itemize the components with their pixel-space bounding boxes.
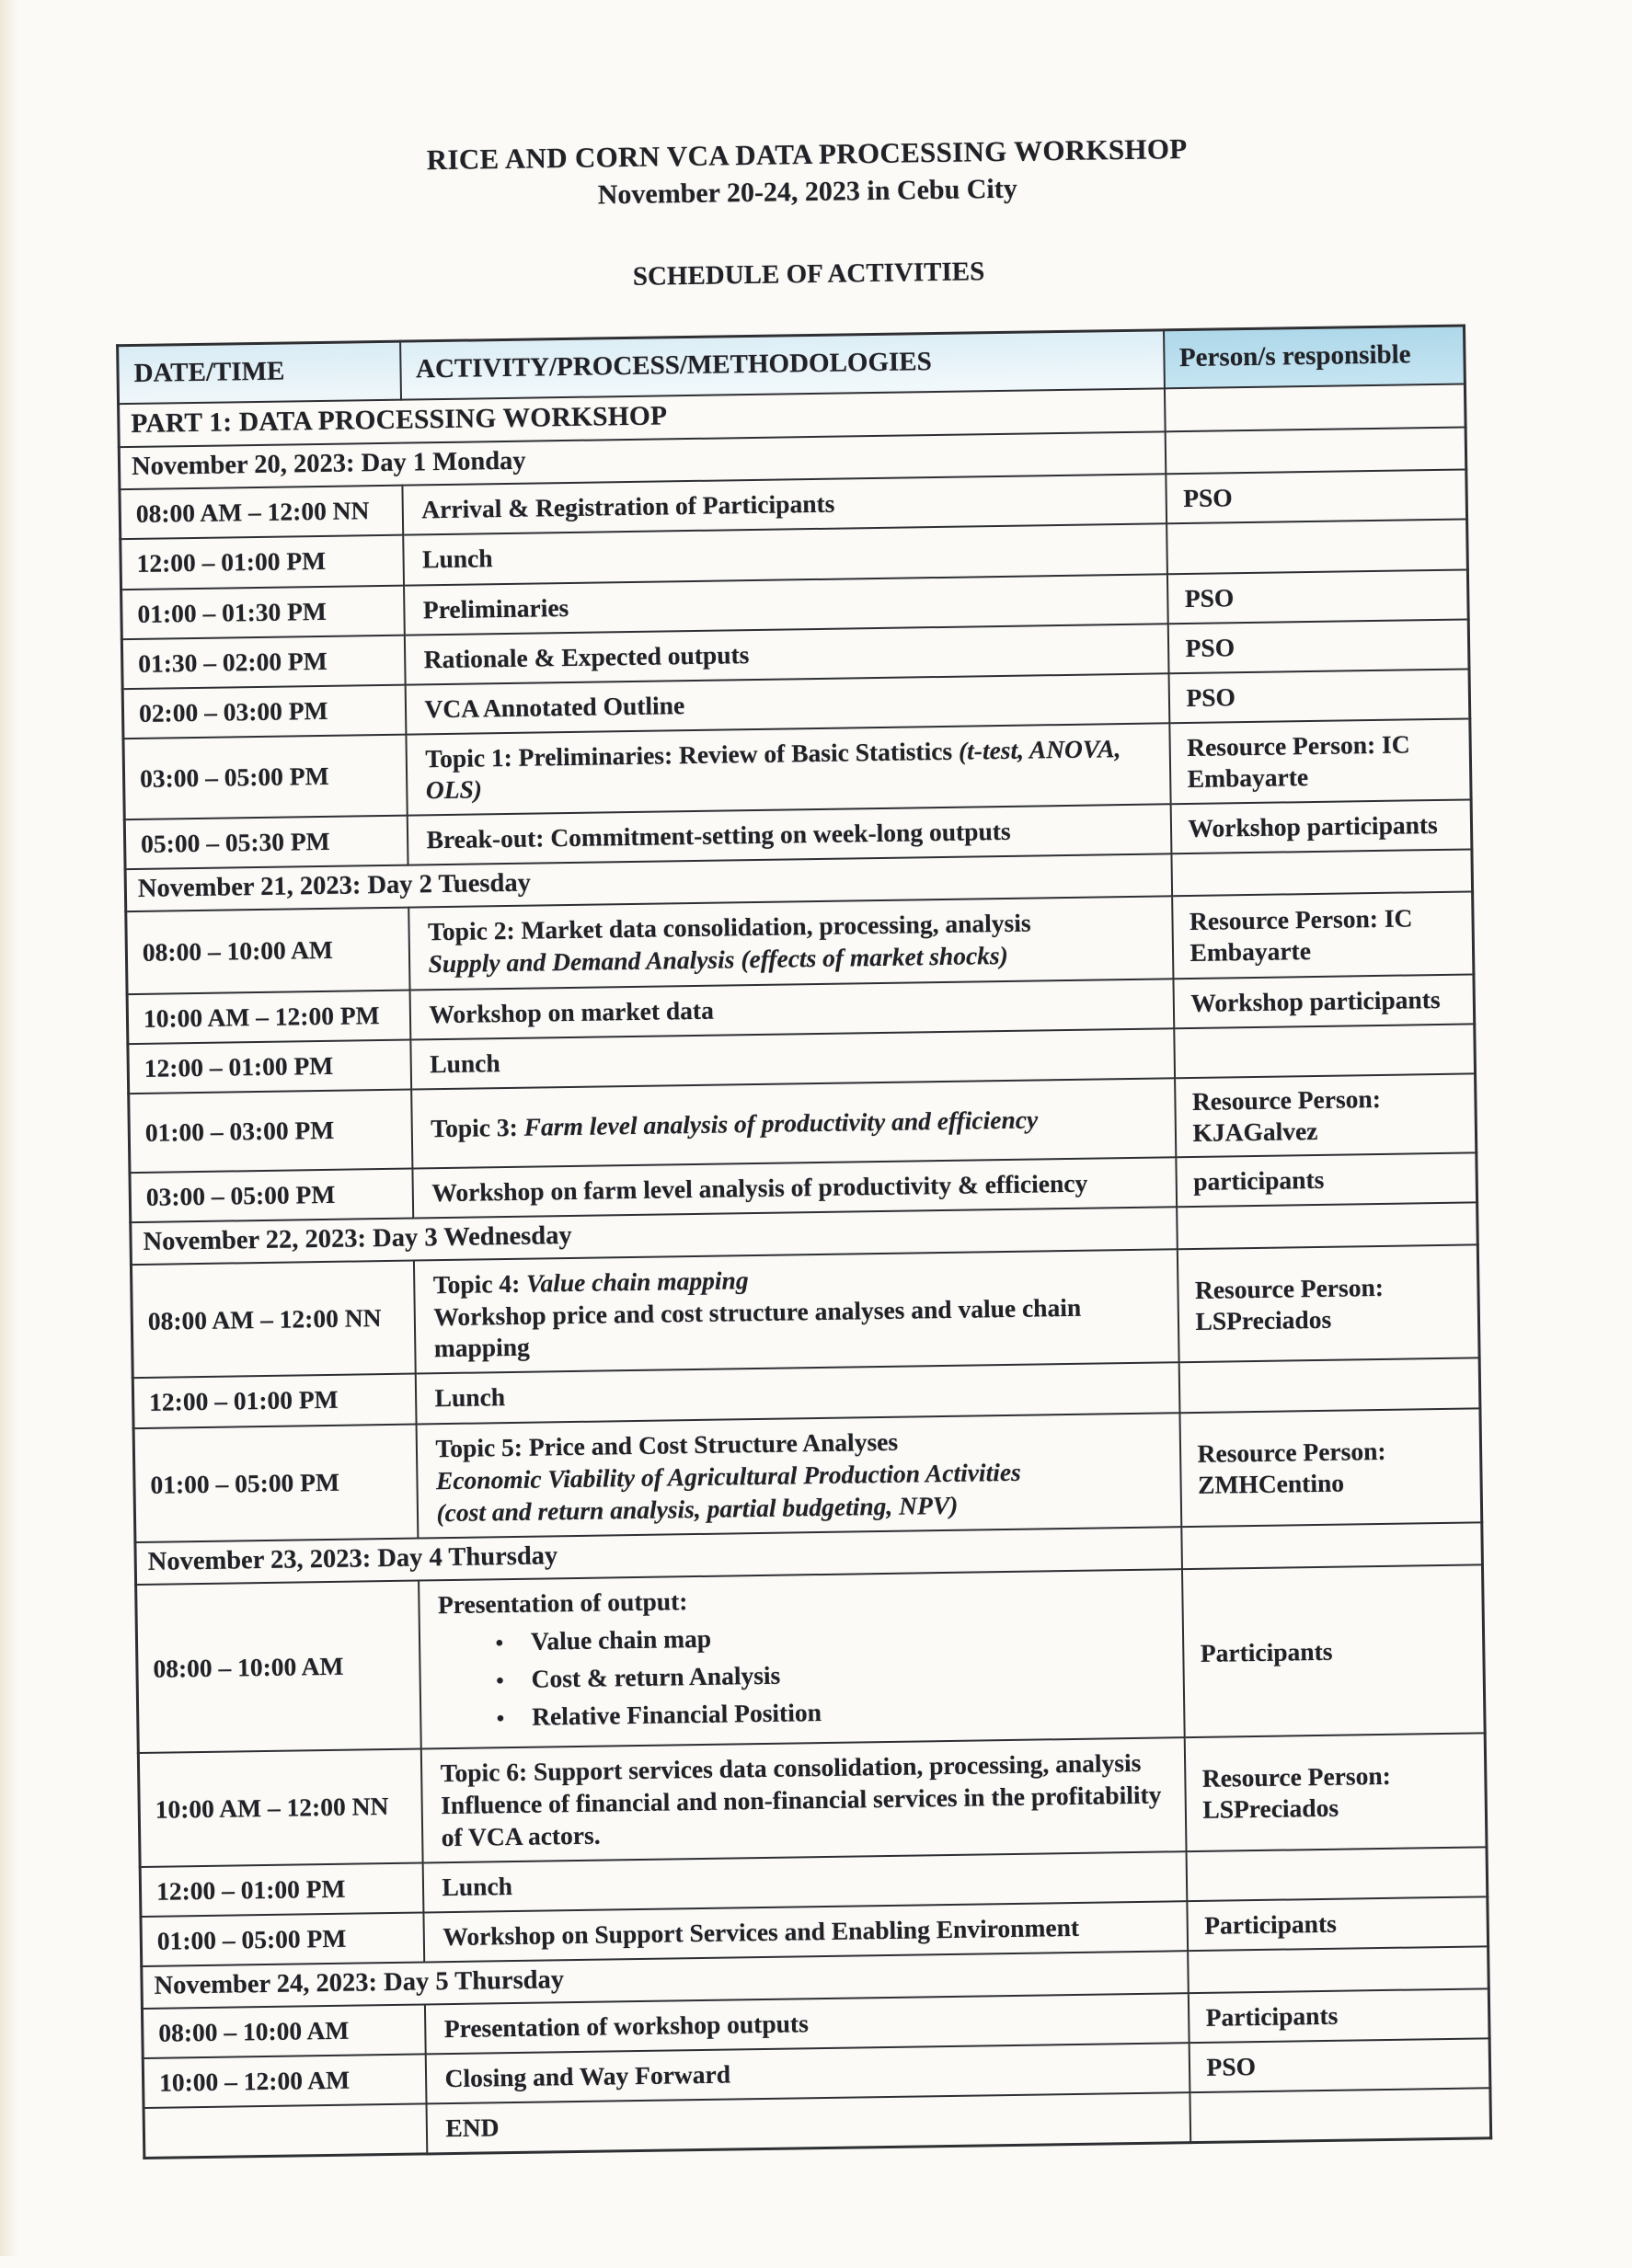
activity-cell bbox=[420, 1738, 1186, 1863]
activity-text-italic: Supply and Demand Analysis (effects of market shocks) bbox=[428, 941, 1009, 979]
activity-text: Lunch bbox=[442, 1871, 513, 1901]
document-subtitle: November 20-24, 2023 in Cebu City bbox=[597, 173, 1017, 211]
activity-line bbox=[423, 583, 1154, 625]
activity-text: Presentation of output: bbox=[437, 1586, 688, 1620]
person-cell: PSO bbox=[1167, 619, 1469, 673]
activity-cell bbox=[411, 1078, 1176, 1168]
activity-line bbox=[430, 1037, 1160, 1080]
person-cell: Resource Person: IC Embayarte bbox=[1172, 892, 1474, 979]
person-cell: PSO bbox=[1189, 2038, 1490, 2092]
person-cell: Resource Person: IC Embayarte bbox=[1169, 718, 1471, 804]
activity-text-italic: (t-test, ANOVA, OLS) bbox=[425, 733, 1121, 805]
activity-text: Workshop price and cost structure analyses and value chain mapping bbox=[433, 1293, 1082, 1363]
person-cell: Resource Person: LSPreciados bbox=[1184, 1734, 1487, 1851]
header-date-time: DATE/TIME bbox=[118, 341, 401, 404]
person-cell: Resource Person: LSPreciados bbox=[1177, 1245, 1479, 1363]
time-cell: 01:00 – 05:00 PM bbox=[141, 1912, 424, 1966]
time-cell: 08:00 AM – 12:00 NN bbox=[120, 486, 403, 540]
activity-text: Preliminaries bbox=[422, 592, 569, 624]
time-cell: 12:00 – 01:00 PM bbox=[132, 1374, 416, 1428]
activity-line bbox=[434, 1372, 1165, 1415]
section-label: November 23, 2023: Day 4 Thursday bbox=[135, 1527, 1182, 1585]
activity-text: Topic 3: bbox=[431, 1112, 524, 1142]
time-cell: 05:00 – 05:30 PM bbox=[124, 816, 408, 870]
time-cell: 08:00 AM – 12:00 NN bbox=[131, 1261, 415, 1379]
activity-cell bbox=[426, 2092, 1190, 2154]
time-cell: 01:00 – 01:30 PM bbox=[121, 585, 405, 639]
activity-line bbox=[444, 2002, 1175, 2045]
time-cell: 03:00 – 05:00 PM bbox=[123, 734, 407, 819]
activity-text: Lunch bbox=[434, 1382, 506, 1413]
time-cell bbox=[144, 2104, 427, 2159]
schedule-row bbox=[133, 1408, 1482, 1542]
person-cell: participants bbox=[1176, 1152, 1477, 1207]
person-cell bbox=[1165, 428, 1466, 475]
time-cell: 12:00 – 01:00 PM bbox=[140, 1862, 423, 1917]
activity-line bbox=[438, 1578, 1168, 1621]
activity-text: Influence of financial and non-financial services in the profitability of VCA actors. bbox=[440, 1781, 1162, 1851]
activity-text: Presentation of workshop outputs bbox=[443, 2009, 809, 2044]
activity-text-italic: (cost and return analysis, partial budgeting, NPV) bbox=[436, 1490, 959, 1527]
bullet-icon: • bbox=[496, 1669, 504, 1694]
bullet-item bbox=[440, 1692, 1170, 1735]
time-cell: 12:00 – 01:00 PM bbox=[128, 1039, 411, 1094]
time-cell: 10:00 AM – 12:00 PM bbox=[127, 990, 410, 1044]
activity-line bbox=[431, 1166, 1162, 1208]
activity-text-italic: Economic Viability of Agricultural Production Activities bbox=[435, 1457, 1021, 1495]
person-cell bbox=[1164, 384, 1465, 431]
bullet-item bbox=[439, 1655, 1169, 1697]
section-label: November 24, 2023: Day 5 Thursday bbox=[142, 1951, 1189, 2009]
person-cell bbox=[1171, 850, 1473, 897]
activity-text: Lunch bbox=[430, 1048, 500, 1078]
activity-cell bbox=[413, 1249, 1178, 1374]
bullet-text: Relative Financial Position bbox=[531, 1698, 822, 1731]
schedule-row bbox=[131, 1245, 1479, 1379]
schedule-row bbox=[136, 1564, 1486, 1753]
activity-text: Rationale & Expected outputs bbox=[423, 639, 750, 673]
person-cell bbox=[1177, 1202, 1478, 1249]
person-cell: Participants bbox=[1181, 1564, 1485, 1737]
person-cell bbox=[1181, 1522, 1483, 1569]
bullet-icon: • bbox=[496, 1707, 505, 1732]
activity-line bbox=[426, 814, 1156, 856]
person-cell bbox=[1178, 1358, 1480, 1413]
schedule-heading: SCHEDULE OF ACTIVITIES bbox=[632, 257, 985, 292]
person-cell: PSO bbox=[1167, 569, 1468, 624]
time-cell: 02:00 – 03:00 PM bbox=[122, 684, 406, 739]
header-activity: ACTIVITY/PROCESS/METHODOLOGIES bbox=[400, 330, 1165, 400]
activity-line bbox=[423, 633, 1154, 675]
activity-cell bbox=[419, 1569, 1185, 1749]
document-title: RICE AND CORN VCA DATA PROCESSING WORKSHOP bbox=[426, 132, 1188, 177]
schedule-table-body bbox=[119, 384, 1491, 2159]
activity-line bbox=[445, 2102, 1176, 2145]
activity-line bbox=[429, 988, 1159, 1030]
bullet-item bbox=[438, 1617, 1168, 1659]
time-cell: 08:00 – 10:00 AM bbox=[126, 908, 409, 994]
activity-line bbox=[442, 1910, 1173, 1953]
schedule-table bbox=[116, 324, 1492, 2159]
bullet-text: Value chain map bbox=[530, 1623, 712, 1655]
time-cell: 03:00 – 05:00 PM bbox=[130, 1168, 413, 1222]
activity-line bbox=[442, 1861, 1172, 1903]
time-cell: 12:00 – 01:00 PM bbox=[121, 535, 404, 590]
activity-text: Workshop on Support Services and Enabling Environment bbox=[442, 1912, 1080, 1951]
activity-cell bbox=[416, 1413, 1181, 1539]
person-cell bbox=[1174, 1024, 1476, 1078]
activity-cell bbox=[408, 897, 1173, 990]
activity-line bbox=[425, 732, 1156, 806]
person-cell: PSO bbox=[1166, 470, 1467, 524]
activity-text: Topic 5: Price and Cost Structure Analyses bbox=[435, 1426, 899, 1462]
person-cell: Workshop participants bbox=[1170, 799, 1472, 853]
bullet-text: Cost & return Analysis bbox=[531, 1660, 781, 1693]
title-block bbox=[0, 0, 1625, 302]
header-person-responsible: Person/s responsible bbox=[1163, 326, 1465, 388]
activity-cell bbox=[406, 723, 1170, 815]
activity-text: VCA Annotated Outline bbox=[424, 690, 685, 724]
activity-text: Workshop on farm level analysis of productivity & efficiency bbox=[431, 1168, 1088, 1208]
activity-text: Workshop on market data bbox=[429, 995, 715, 1028]
person-cell: Resource Person: KJAGalvez bbox=[1175, 1073, 1477, 1157]
person-cell bbox=[1167, 520, 1468, 574]
activity-text: Topic 4: bbox=[432, 1268, 527, 1300]
activity-text: Topic 2: Market data consolidation, processing, analysis bbox=[427, 908, 1031, 946]
section-label: November 20, 2023: Day 1 Monday bbox=[119, 432, 1166, 490]
section-label: November 21, 2023: Day 2 Tuesday bbox=[125, 853, 1172, 911]
activity-line bbox=[444, 2052, 1175, 2094]
person-cell: Resource Person: ZMHCentino bbox=[1179, 1408, 1482, 1527]
activity-line bbox=[424, 682, 1155, 725]
activity-text: END bbox=[445, 2113, 500, 2143]
activity-line bbox=[431, 1102, 1161, 1144]
bullet-icon: • bbox=[495, 1632, 504, 1656]
activity-text: Arrival & Registration of Participants bbox=[421, 489, 835, 524]
section-label: PART 1: DATA PROCESSING WORKSHOP bbox=[119, 388, 1166, 447]
person-cell: Participants bbox=[1187, 1896, 1488, 1951]
activity-line bbox=[421, 484, 1152, 526]
activity-text: Break-out: Commitment-setting on week-long outputs bbox=[426, 816, 1011, 854]
activity-text: Topic 1: Preliminaries: Review of Basic Statistics bbox=[425, 736, 960, 773]
activity-line bbox=[441, 1780, 1172, 1853]
person-cell: Participants bbox=[1188, 1988, 1489, 2043]
person-cell: PSO bbox=[1168, 669, 1470, 723]
time-cell: 08:00 – 10:00 AM bbox=[136, 1581, 421, 1754]
schedule-row bbox=[138, 1734, 1487, 1867]
time-cell: 10:00 AM – 12:00 NN bbox=[138, 1749, 422, 1867]
activity-text: Topic 6: Support services data consolidation, processing, analysis bbox=[440, 1748, 1142, 1788]
time-cell: 01:00 – 05:00 PM bbox=[133, 1424, 418, 1542]
activity-text-italic: Value chain mapping bbox=[525, 1266, 749, 1298]
time-cell: 01:00 – 03:00 PM bbox=[129, 1089, 412, 1173]
time-cell: 08:00 – 10:00 AM bbox=[142, 2004, 425, 2058]
section-label: November 22, 2023: Day 3 Wednesday bbox=[131, 1207, 1178, 1265]
activity-text: Closing and Way Forward bbox=[444, 2059, 731, 2093]
person-cell bbox=[1186, 1847, 1488, 1901]
person-cell bbox=[1190, 2089, 1491, 2143]
time-cell: 10:00 – 12:00 AM bbox=[143, 2055, 426, 2109]
time-cell: 01:30 – 02:00 PM bbox=[121, 635, 405, 689]
activity-line bbox=[433, 1291, 1165, 1365]
activity-line bbox=[422, 533, 1153, 576]
person-cell: Workshop participants bbox=[1173, 974, 1475, 1028]
person-cell bbox=[1188, 1946, 1489, 1993]
activity-text-italic: Farm level analysis of productivity and efficiency bbox=[523, 1105, 1039, 1141]
activity-text: Lunch bbox=[421, 544, 493, 574]
